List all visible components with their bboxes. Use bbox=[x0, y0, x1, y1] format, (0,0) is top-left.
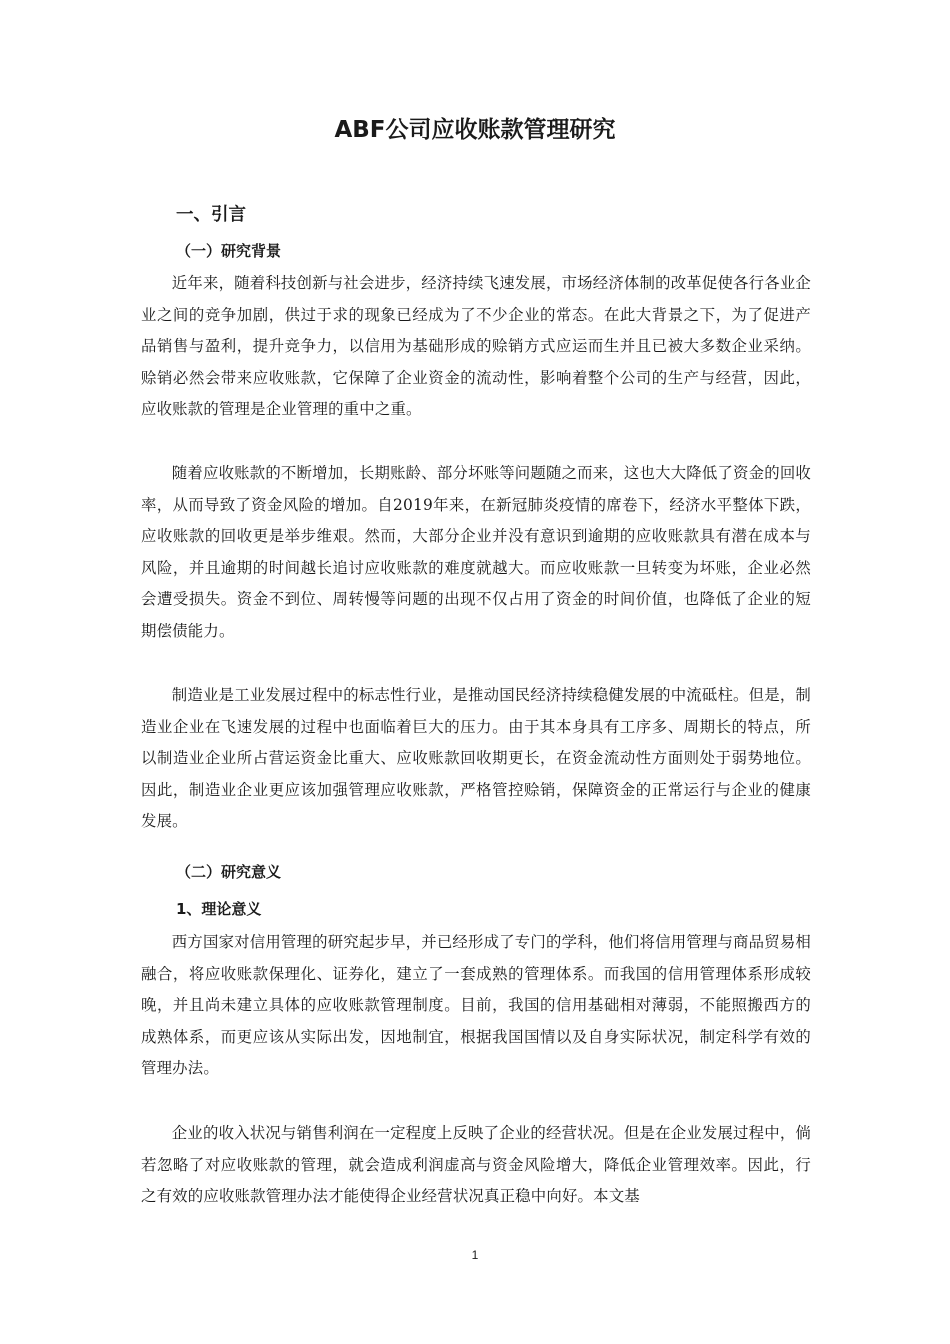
subsection-heading-theoretical: 1、理论意义 bbox=[176, 900, 262, 918]
paragraph-background-2: 随着应收账款的不断增加，长期账龄、部分坏账等问题随之而来，这也大大降低了资金的回收率，从而导致了资金风险的增加。自2019年来，在新冠肺炎疫情的席卷下，经济水平整体下跌，应收账款的回收更是举步维艰。然而，大部分企业并没有意识到逾期的应收账款具有潜在成本与风险，并且逾期的时间越长追讨应收账款的难度就越大。而应收账款一旦转变为坏账，企业必然会遭受损失。资金不到位、周转慢等问题的出现不仅占用了资金的时间价值，也降低了企业的短期偿债能力。 bbox=[141, 464, 812, 640]
paragraph-background-1: 近年来，随着科技创新与社会进步，经济持续飞速发展，市场经济体制的改革促使各行各业企业之间的竞争加剧，供过于求的现象已经成为了不少企业的常态。在此大背景之下，为了促进产品销售与盈利，提升竞争力，以信用为基础形成的赊销方式应运而生并且已被大多数企业采纳。赊销必然会带来应收账款，它保障了企业资金的流动性，影响着整个公司的生产与经营，因此，应收账款的管理是企业管理的重中之重。 bbox=[141, 274, 812, 419]
subsection-heading-significance: （二）研究意义 bbox=[176, 863, 282, 881]
document-title: ABF公司应收账款管理研究 bbox=[334, 117, 616, 143]
paragraph-theoretical-1: 西方国家对信用管理的研究起步早，并已经形成了专门的学科，他们将信用管理与商品贸易相融合，将应收账款保理化、证券化，建立了一套成熟的管理体系。而我国的信用管理体系形成较晚，并且尚未建立具体的应收账款管理制度。目前，我国的信用基础相对薄弱，不能照搬西方的成熟体系，而更应该从实际出发，因地制宜，根据我国国情以及自身实际状况，制定科学有效的管理办法。 bbox=[141, 933, 812, 1078]
section-heading-introduction: 一、引言 bbox=[176, 205, 246, 225]
paragraph-background-3: 制造业是工业发展过程中的标志性行业，是推动国民经济持续稳健发展的中流砥柱。但是，制造业企业在飞速发展的过程中也面临着巨大的压力。由于其本身具有工序多、周期长的特点，所以制造业企业所占营运资金比重大、应收账款回收期更长，在资金流动性方面则处于弱势地位。因此，制造业企业更应该加强管理应收账款，严格管控赊销，保障资金的正常运行与企业的健康发展。 bbox=[141, 686, 812, 831]
subsection-heading-background: （一）研究背景 bbox=[176, 242, 282, 260]
page-number: 1 bbox=[471, 1248, 479, 1262]
paragraph-theoretical-2: 企业的收入状况与销售利润在一定程度上反映了企业的经营状况。但是在企业发展过程中，倘若忽略了对应收账款的管理，就会造成利润虚高与资金风险增大，降低企业管理效率。因此，行之有效的应收账款管理办法才能使得企业经营状况真正稳中向好。本文基 bbox=[141, 1124, 812, 1206]
